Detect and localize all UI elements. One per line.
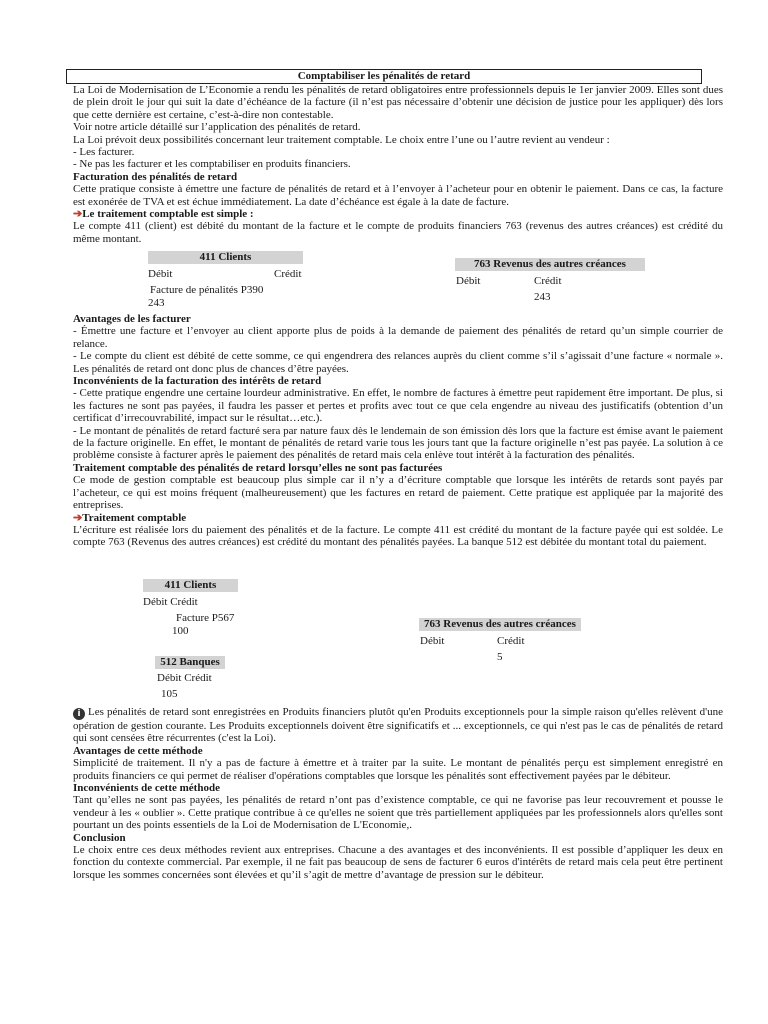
ledger-debit-label: Débit — [148, 268, 173, 280]
ledger-amount: 243 — [534, 291, 551, 303]
arrow-right-icon: ➔ — [73, 511, 83, 524]
info-icon: i — [73, 708, 85, 720]
info-note: i Les pénalités de retard sont enregistrées en Produits financiers plutôt qu'en Produits exceptionnels pour la simple raison qu'elles relèvent d'une opération de gestion courante. Les Produits exceptionnels doivent être significatifs et ... exceptionnels, ce qui n'est pas le cas de pénalités de retard qui sont censées être récurrentes (c'est la Loi). — [73, 706, 723, 745]
ledger-credit-label: Crédit — [497, 635, 525, 647]
intro-article-link: Voir notre article détaillé sur l’application des pénalités de retard. — [73, 121, 361, 134]
section-paragraph: Cette pratique consiste à émettre une facture de pénalités de retard et à l’envoyer à l’acheteur pour en obtenir le paiement. Dans ce cas, la facture est exonérée de TVA et est échue immédiatement. La date d’échéance est égale à la date de facture. — [73, 183, 723, 208]
ledger-debit-label: Débit — [456, 275, 481, 287]
section-heading: Facturation des pénalités de retard — [73, 170, 238, 183]
list-item: - Cette pratique engendre une certaine lourdeur administrative. En effet, le nombre de factures à émettre peut rapidement être important. De plus, si les factures ne sont pas payées, il faudra les passer et pertes et profits avec tout ce que cela engendre au niveau des justificatifs (obtention d’un certificat d’irrecouvrabilité, impact sur le résultat…etc.). — [73, 387, 723, 425]
section-paragraph: Le compte 411 (client) est débité du montant de la facture et le compte de produits financiers 763 (revenus des autres créances) est crédité du même montant. — [73, 220, 723, 245]
section-paragraph: Simplicité de traitement. Il n'y a pas de facture à émettre et à traiter par la suite. Le montant de pénalités perçu est simplement enregistré en produits financiers ce qui permet de réaliser d'opérations comptables que lorsque les pénalités sont effectivement payées par le débiteur. — [73, 757, 723, 782]
section-heading: Inconvénients de la facturation des intérêts de retard — [73, 375, 322, 388]
ledger-512-header: 512 Banques — [155, 656, 225, 669]
section-heading: Traitement comptable des pénalités de retard lorsqu’elles ne sont pas facturées — [73, 461, 443, 474]
document-title: Comptabiliser les pénalités de retard — [66, 69, 702, 84]
ledger-763-header: 763 Revenus des autres créances — [419, 618, 581, 631]
section-heading: Conclusion — [73, 831, 126, 844]
ledger-debit-label: Débit — [420, 635, 445, 647]
subheading: ➔Traitement comptable — [73, 511, 187, 524]
section-paragraph: Tant qu’elles ne sont pas payées, les pénalités de retard n’ont pas d’existence comptable, ce qui ne favorise pas leur recouvrement et pousse le vendeur à les « oublier ». Cette pratique contribue à ce qu'elles ne soient que très partiellement appliquées par les professionnels alors qu'elles sont pourtant un des points essentiels de la Loi de Modernisation de L'Economie,. — [73, 794, 723, 832]
ledger-amount: 100 — [172, 625, 189, 637]
ledger-entry: Facture de pénalités P390 — [150, 284, 264, 296]
arrow-right-icon: ➔ — [73, 208, 83, 221]
section-heading: Avantages de les facturer — [73, 313, 191, 325]
ledger-credit-label: Crédit — [274, 268, 302, 280]
ledger-credit-label: Crédit — [534, 275, 562, 287]
ledger-amount: 5 — [497, 651, 503, 663]
ledger-amount: 243 — [148, 297, 165, 309]
intro-list-item: - Les facturer. — [73, 146, 135, 159]
intro-paragraph: La Loi prévoit deux possibilités concernant leur traitement comptable. Le choix entre l’une ou l’autre revient au vendeur : — [73, 133, 610, 146]
subheading: ➔Le traitement comptable est simple : — [73, 208, 254, 221]
intro-list-item: - Ne pas les facturer et les comptabiliser en produits financiers. — [73, 158, 351, 171]
ledger-411-header: 411 Clients — [143, 579, 238, 592]
ledger-entry: Facture P567 — [176, 612, 235, 624]
list-item: - Le montant de pénalités de retard facturé sera par nature faux dès le lendemain de son émission dès lors que la facture est émise avant le paiement de la facture originelle. En effet, le montant de pénalités de retard varie tous les jours tant que la facture originelle n’est pas payée. La solution à ce problème consiste à facturer après le paiement des pénalités de retard mais cela enlève tout intérêt à la facturation des pénalités. — [73, 424, 723, 462]
intro-block — [73, 84, 723, 245]
ledger-411-header: 411 Clients — [148, 251, 303, 264]
section-heading: Inconvénients de cette méthode — [73, 782, 220, 795]
section-heading: Avantages de cette méthode — [73, 744, 203, 757]
section-paragraph: L’écriture est réalisée lors du paiement des pénalités et de la facture. Le compte 411 est crédité du montant de la facture payée qui est soldée. Le compte 763 (Revenus des autres créances) est crédité du montant des pénalités payées. La banque 512 est débitée du montant total du paiement. — [73, 523, 723, 549]
intro-paragraph: La Loi de Modernisation de L’Economie a rendu les pénalités de retard obligatoires entre professionnels depuis le 1er janvier 2009. Elles sont dues de plein droit le jour qui suit la date d’échéance de la facture (il n’est pas nécessaire d’obtenir une décision de justice pour les appliquer) dès lors que cette dernière est certaine, c’est-à-dire non contestable. — [73, 84, 723, 121]
section-4-block — [73, 706, 723, 881]
list-item: - Émettre une facture et l’envoyer au client apporte plus de poids à la demande de paiement des pénalités de retard qu’un simple courrier de relance. — [73, 325, 723, 350]
ledger-763-header: 763 Revenus des autres créances — [455, 258, 645, 271]
ledger-amount: 105 — [161, 688, 178, 700]
section-paragraph: Le choix entre ces deux méthodes revient aux entreprises. Chacune a des avantages et des inconvénients. Il est possible d’appliquer les deux en fonction du contexte commercial. Par exemple, il ne fait pas beaucoup de sens de facturer 6 euros d'intérêts de retard mais cela peut être pertinent lorsque les sommes concernées sont élevées et qu’il s’agit de mettre d’avantage de pression sur le débiteur. — [73, 844, 723, 881]
ledger-debit-credit-label: Débit Crédit — [143, 596, 198, 608]
ledger-debit-credit-label: Débit Crédit — [157, 672, 212, 684]
section-2-block — [73, 313, 723, 549]
section-paragraph: Ce mode de gestion comptable est beaucoup plus simple car il n’y a d’écriture comptable que lorsque les intérêts de retards sont payés par l’acheteur, ce qui est moins fréquent (malheureusement) que les factures en retard de paiement. Cette pratique est appliquée par la majorité des entreprises. — [73, 474, 723, 512]
list-item: - Le compte du client est débité de cette somme, ce qui engendrera des relances auprès du client comme s’il s’agissait d’une facture « normale ». Les pénalités de retard ont donc plus de chances d’être payées. — [73, 350, 723, 375]
